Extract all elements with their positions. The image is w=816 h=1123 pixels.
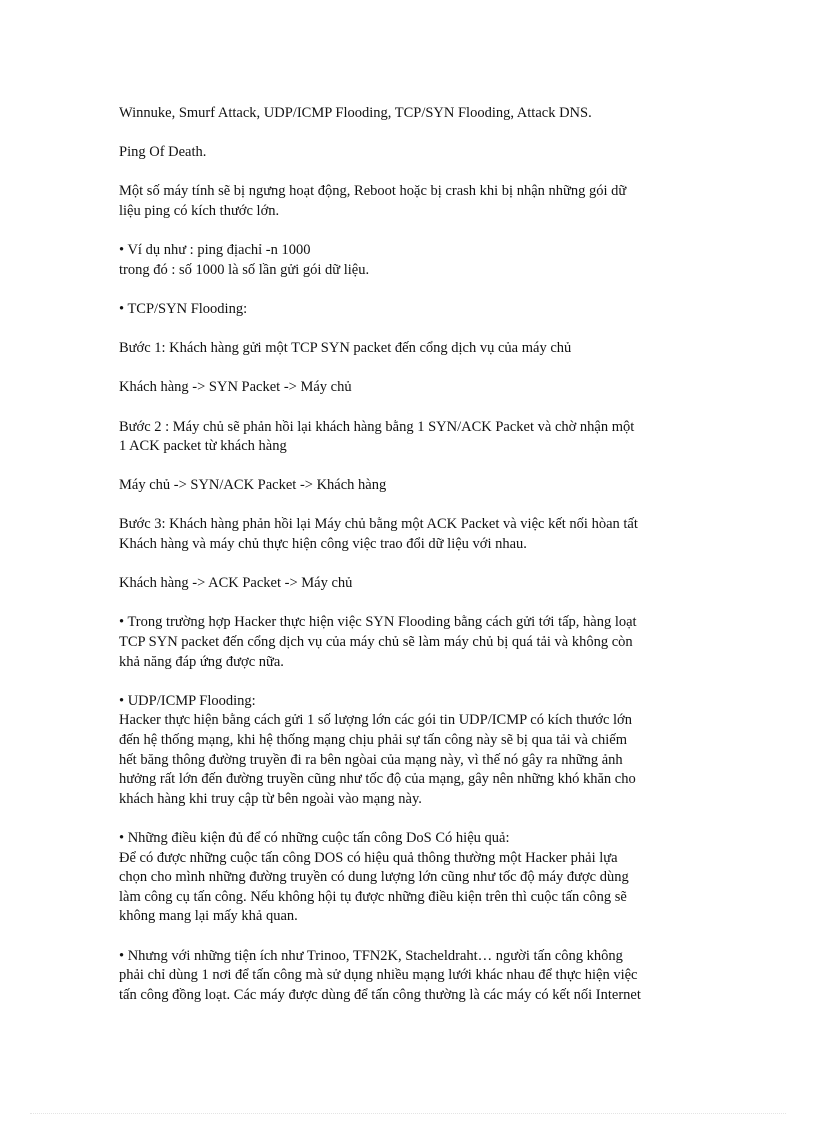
paragraph [119,515,694,554]
text-line: Máy chủ -> SYN/ACK Packet -> Khách hàng [119,477,387,494]
text-line: • TCP/SYN Flooding: [119,300,248,317]
document-body [119,104,694,1025]
text-line: • Nhưng với những tiện ích như Trinoo, TFN2K, Stacheldraht… người tấn công không [119,947,623,964]
text-line: làm công cụ tấn công. Nếu không hội tụ được những điều kiện trên thì cuộc tấn công sẽ [119,888,627,905]
text-line: 1 ACK packet từ khách hàng [119,438,287,455]
text-line: trong đó : số 1000 là số lần gửi gói dữ liệu. [119,261,370,278]
text-line: hết băng thông đường truyền đi ra bên ngòai của mạng này, vì thế nó gây ra những ảnh [119,751,623,768]
text-line: • Những điều kiện đủ để có những cuộc tấn công DoS Có hiệu quả: [119,829,510,846]
text-line: đến hệ thống mạng, khi hệ thống mạng chịu phải sự tấn công này sẽ bị qua tải và chiếm [119,732,627,748]
paragraph [119,692,694,810]
text-line: Khách hàng và máy chủ thực hiện công việc trao đổi dữ liệu với nhau. [119,536,527,553]
paragraph [119,182,694,221]
paragraph [119,613,694,672]
text-line: liệu ping có kích thước lớn. [119,202,280,219]
paragraph [119,947,694,1006]
text-line: • Ví dụ như : ping địachỉ -n 1000 [119,242,311,259]
text-line: khả năng đáp ứng được nữa. [119,653,284,670]
paragraph [119,829,694,927]
text-line: Bước 1: Khách hàng gửi một TCP SYN packet đến cổng dịch vụ của máy chủ [119,340,572,357]
text-line: Để có được những cuộc tấn công DOS có hiệu quả thông thường một Hacker phải lựa [119,849,618,866]
text-line: Khách hàng -> SYN Packet -> Máy chủ [119,379,352,396]
paragraph [119,574,694,594]
paragraph [119,300,694,320]
text-line: khách hàng khi truy cập từ bên ngoài vào mạng này. [119,790,422,807]
text-line: • UDP/ICMP Flooding: [119,692,256,709]
text-line: Bước 3: Khách hàng phản hồi lại Máy chủ bằng một ACK Packet và việc kết nối hòan tất [119,516,638,533]
text-line: Khách hàng -> ACK Packet -> Máy chủ [119,575,353,592]
text-line: Ping Of Death. [119,144,207,161]
text-line: chọn cho mình những đường truyền có dung lượng lớn cũng như tốc độ máy được dùng [119,869,629,886]
text-line: • Trong trường hợp Hacker thực hiện việc SYN Flooding bằng cách gửi tới tấp, hàng loạt [119,614,637,631]
text-line: hưởng rất lớn đến đường truyền cũng như tốc độ của mạng, gây nên những khó khăn cho [119,771,636,788]
paragraph [119,104,694,124]
text-line: TCP SYN packet đến cổng dịch vụ của máy chủ sẽ làm máy chủ bị quá tải và không còn [119,634,633,651]
paragraph [119,241,694,280]
paragraph [119,418,694,457]
text-line: không mang lại mấy khả quan. [119,908,298,925]
paragraph [119,339,694,359]
text-line: Một số máy tính sẽ bị ngưng hoạt động, Reboot hoặc bị crash khi bị nhận những gói dữ [119,183,627,200]
text-line: phải chỉ dùng 1 nơi để tấn công mà sử dụng nhiều mạng lưới khác nhau để thực hiện việc [119,967,638,984]
page-bottom-divider [30,1113,786,1114]
paragraph [119,476,694,496]
paragraph [119,143,694,163]
text-line: Bước 2 : Máy chủ sẽ phản hồi lại khách hàng bằng 1 SYN/ACK Packet và chờ nhận một [119,418,635,435]
text-line: tấn công đồng loạt. Các máy được dùng để tấn công thường là các máy có kết nối Internet [119,986,641,1003]
text-line: Winnuke, Smurf Attack, UDP/ICMP Flooding, TCP/SYN Flooding, Attack DNS. [119,105,592,121]
text-line: Hacker thực hiện bằng cách gửi 1 số lượng lớn các gói tin UDP/ICMP có kích thước lớn [119,712,632,729]
paragraph [119,378,694,398]
